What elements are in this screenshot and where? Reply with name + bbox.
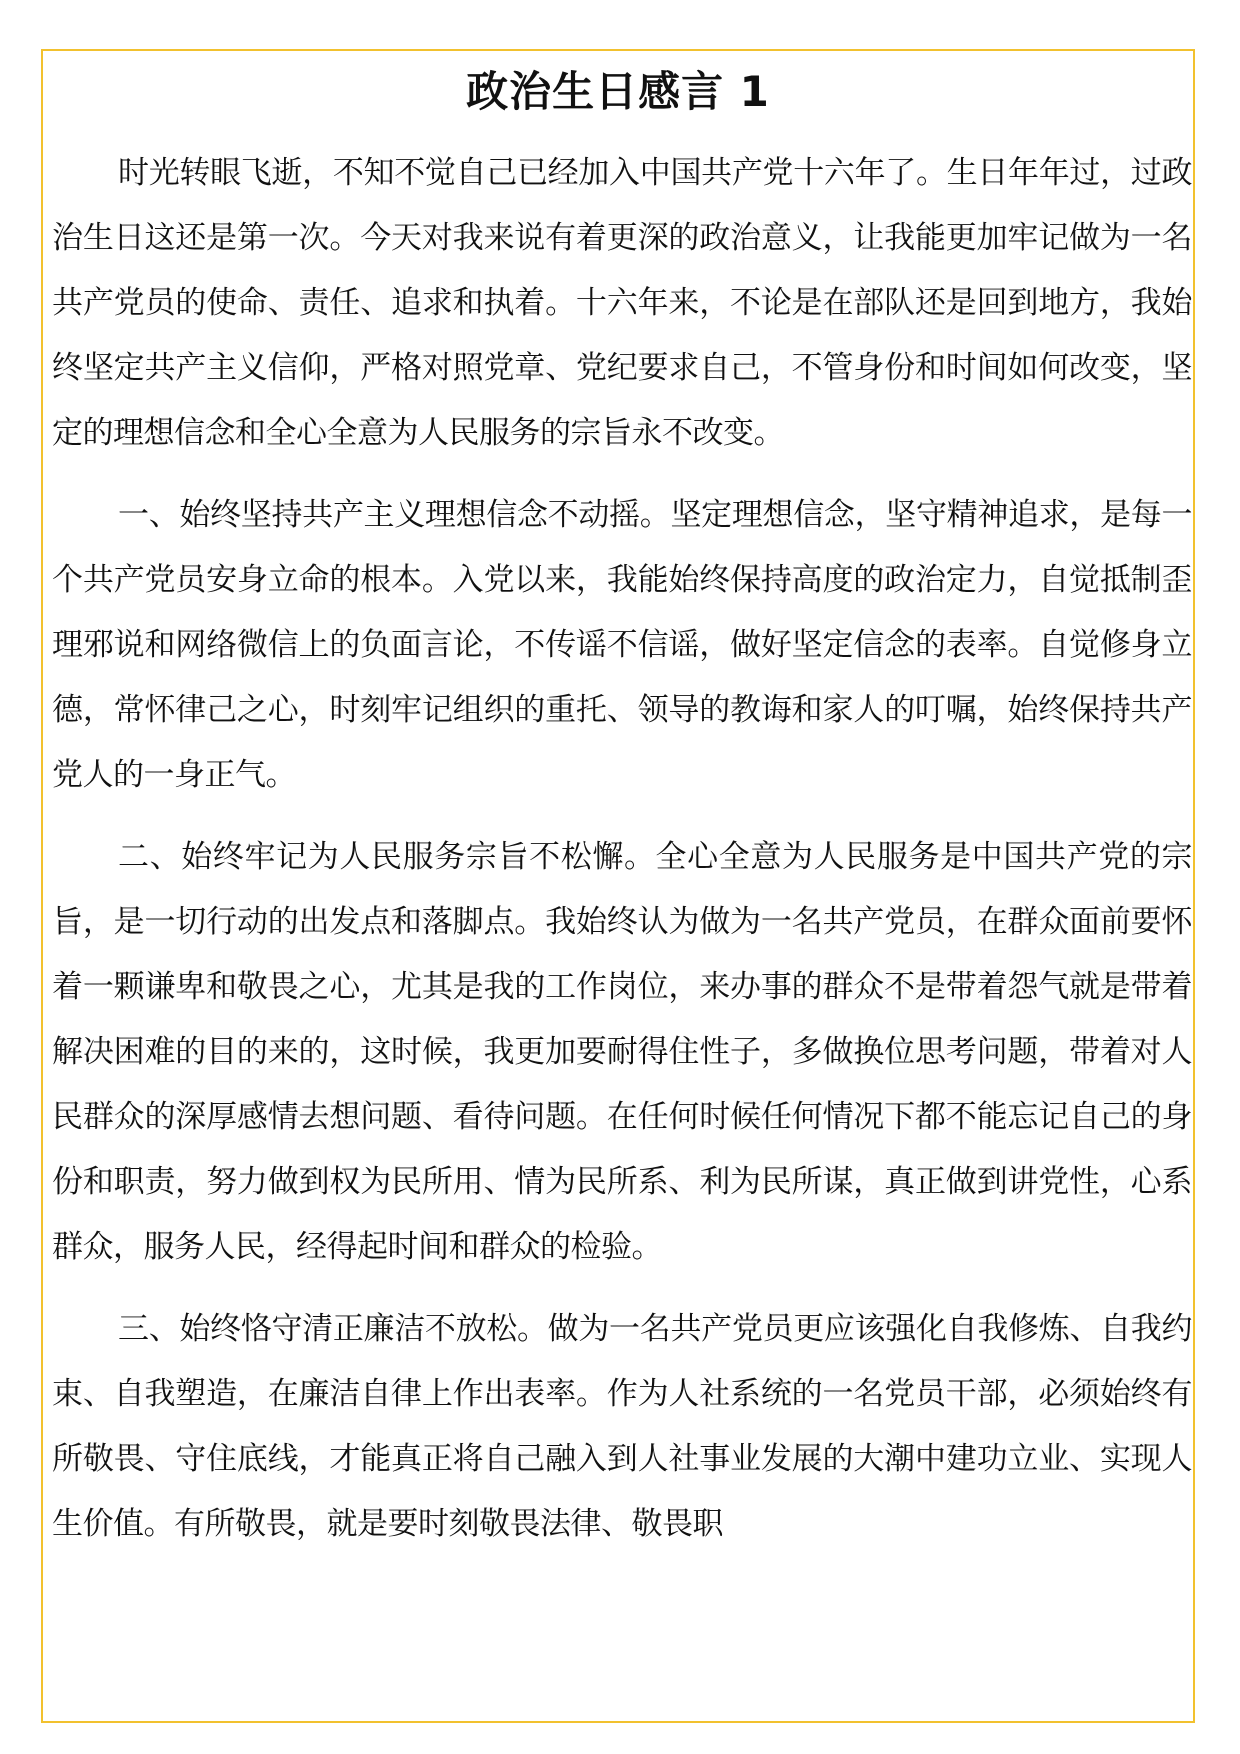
paragraph-point-one: 一、始终坚持共产主义理想信念不动摇。坚定理想信念，坚守精神追求，是每一个共产党员安身立命的根本。入党以来，我能始终保持高度的政治定力，自觉抵制歪理邪说和网络微信上的负面言论，不传谣不信谣，做好坚定信念的表率。自觉修身立德，常怀律己之心，时刻牢记组织的重托、领导的教诲和家人的叮嘱，始终保持共产党人的一身正气。 bbox=[52, 497, 1192, 793]
paragraph-point-three: 三、始终恪守清正廉洁不放松。做为一名共产党员更应该强化自我修炼、自我约束、自我塑造，在廉洁自律上作出表率。作为人社系统的一名党员干部，必须始终有所敬畏、守住底线，才能真正将自己融入到人社事业发展的大潮中建功立业、实现人生价值。有所敬畏，就是要时刻敬畏法律、敬畏职 bbox=[52, 1311, 1192, 1542]
document-body bbox=[52, 141, 1192, 1574]
document-title: 政治生日感言 1 bbox=[466, 67, 770, 116]
paragraph-intro: 时光转眼飞逝，不知不觉自己已经加入中国共产党十六年了。生日年年过，过政治生日这还是第一次。今天对我来说有着更深的政治意义，让我能更加牢记做为一名共产党员的使命、责任、追求和执着。十六年来，不论是在部队还是回到地方，我始终坚定共产主义信仰，严格对照党章、党纪要求自己，不管身份和时间如何改变，坚定的理想信念和全心全意为人民服务的宗旨永不改变。 bbox=[52, 155, 1192, 451]
paragraph-point-two: 二、始终牢记为人民服务宗旨不松懈。全心全意为人民服务是中国共产党的宗旨，是一切行动的出发点和落脚点。我始终认为做为一名共产党员，在群众面前要怀着一颗谦卑和敬畏之心，尤其是我的工作岗位，来办事的群众不是带着怨气就是带着解决困难的目的来的，这时候，我更加要耐得住性子，多做换位思考问题，带着对人民群众的深厚感情去想问题、看待问题。在任何时候任何情况下都不能忘记自己的身份和职责，努力做到权为民所用、情为民所系、利为民所谋，真正做到讲党性，心系群众，服务人民，经得起时间和群众的检验。 bbox=[52, 839, 1192, 1265]
